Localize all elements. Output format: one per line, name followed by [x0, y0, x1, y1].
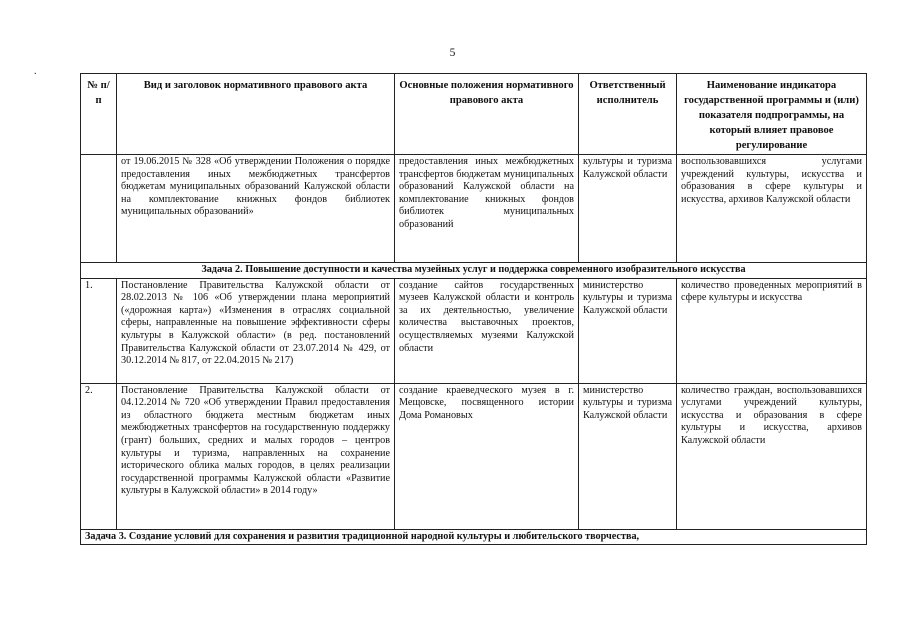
header-indicator: Наименование индикатора государственной программы и (или) показателя подпрограммы, на который влияет правовое регулирование [677, 74, 867, 155]
row-executor: министерство культуры и туризма Калужской области [579, 278, 677, 383]
margin-mark: . [34, 66, 37, 77]
task-2-row [81, 263, 867, 279]
task-2-title: Задача 2. Повышение доступности и качества музейных услуг и поддержка современного изобразительного искусства [81, 263, 867, 279]
row-provisions: предоставления иных межбюджетных трансфертов бюджетам муниципальных образований Калужской области на комплектование книжных фондов библиотек муниципальных образований [395, 155, 579, 263]
row-provisions: создание краеведческого музея в г. Мещовске, посвященного истории Дома Романовых [395, 383, 579, 529]
row-number: 1. [81, 278, 117, 383]
header-provisions: Основные положения нормативного правового акта [395, 74, 579, 155]
row-act: Постановление Правительства Калужской области от 04.12.2014 № 720 «Об утверждении Правил предоставления из областного бюджета местным бюджетам иных межбюджетных трансфертов на государственную поддержку (грант) больших, средних и малых городов – центров культуры и туризма, направленных на сохранение исторического облика малых городов, в целях реализации государственной программы Калужской области «Развитие культуры в Калужской области» в 2014 году» [117, 383, 395, 529]
header-number: № п/п [81, 74, 117, 155]
task-3-title: Задача 3. Создание условий для сохранения и развития традиционной народной культуры и любительского творчества, [81, 529, 867, 545]
page-number: 5 [449, 47, 456, 59]
row-provisions: создание сайтов государственных музеев Калужской области и контроль за их деятельностью, увеличение количества выставочных проектов, осуществляемых музеями Калужской области [395, 278, 579, 383]
legal-acts-table [80, 73, 867, 545]
row-indicator: количество граждан, воспользовавшихся услугами учреждений культуры, искусства и образования в сфере культуры и искусства, архивов Калужской области [677, 383, 867, 529]
table-row [81, 383, 867, 529]
table-row [81, 278, 867, 383]
row-number [81, 155, 117, 263]
row-indicator: воспользовавшихся услугами учреждений культуры, искусства и образования в сфере культуры и искусства, архивов Калужской области [677, 155, 867, 263]
table-row [81, 155, 867, 263]
row-number: 2. [81, 383, 117, 529]
row-executor: министерство культуры и туризма Калужской области [579, 383, 677, 529]
row-executor: культуры и туризма Калужской области [579, 155, 677, 263]
header-executor: Ответственный исполнитель [579, 74, 677, 155]
header-act: Вид и заголовок нормативного правового акта [117, 74, 395, 155]
row-act: от 19.06.2015 № 328 «Об утверждении Положения о порядке предоставления иных межбюджетных трансфертов бюджетам муниципальных образований Калужской области на комплектование книжных фондов библиотек муниципальных образований» [117, 155, 395, 263]
row-act: Постановление Правительства Калужской области от 28.02.2013 № 106 «Об утверждении плана мероприятий («дорожная карта») «Изменения в отраслях социальной сферы, направленные на повышение эффективности сферы культуры в Калужской области» (в ред. постановлений Правительства Калужской области от 23.07.2014 № 429, от 30.12.2014 № 817, от 22.04.2015 № 217) [117, 278, 395, 383]
row-indicator: количество проведенных мероприятий в сфере культуры и искусства [677, 278, 867, 383]
table-header-row [81, 74, 867, 155]
task-3-row [81, 529, 867, 545]
